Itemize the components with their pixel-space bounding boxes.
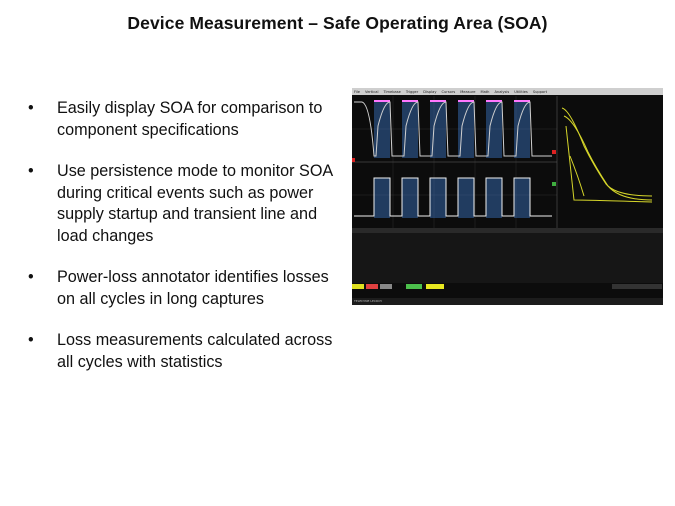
menu-item-utilities[interactable]: Utilities xyxy=(514,89,528,94)
bullet-item xyxy=(28,98,338,141)
bullet-list xyxy=(28,98,338,393)
menu-item-display[interactable]: Display xyxy=(423,89,437,94)
trigger-marker xyxy=(552,150,556,154)
brand-label: TELEDYNE LECROY xyxy=(354,299,383,303)
menu-item-cursors[interactable]: Cursors xyxy=(441,89,456,94)
bullet-dot: • xyxy=(28,268,34,286)
bullet-text: Easily display SOA for comparison to component specifications xyxy=(57,99,323,139)
oscilloscope-screenshot xyxy=(352,88,663,305)
bullet-text: Use persistence mode to monitor SOA during critical events such as power supply startup and transient line and load changes xyxy=(57,162,333,245)
bullet-item xyxy=(28,330,338,373)
bullet-text: Loss measurements calculated across all cycles with statistics xyxy=(57,331,333,371)
lower-cycle-overlays xyxy=(374,178,530,218)
channel-chip-gray[interactable] xyxy=(380,284,392,289)
channel-chip-yellow[interactable] xyxy=(352,284,364,289)
soa-xy-plot xyxy=(562,108,652,202)
waveform-display xyxy=(352,96,663,228)
menu-item-file[interactable]: File xyxy=(354,89,361,94)
bullet-item xyxy=(28,161,338,247)
measurement-table xyxy=(352,228,663,283)
menu-item-timebase[interactable]: Timebase xyxy=(383,89,401,94)
channel-chip-green[interactable] xyxy=(406,284,422,289)
bullet-item xyxy=(28,267,338,310)
status-bar xyxy=(352,298,663,305)
upper-overlay-markers xyxy=(374,100,530,102)
channel-chip-red[interactable] xyxy=(366,284,378,289)
math-chip[interactable] xyxy=(426,284,444,289)
measurement-table-header xyxy=(352,228,663,233)
channel-marker-upper xyxy=(352,158,355,162)
menu-item-math[interactable]: Math xyxy=(480,89,490,94)
channel-marker-lower xyxy=(552,182,556,186)
timebase-descriptor[interactable] xyxy=(612,284,662,289)
bullet-dot: • xyxy=(28,162,34,180)
scope-menu-bar xyxy=(352,88,663,95)
bullet-dot: • xyxy=(28,331,34,349)
menu-item-support[interactable]: Support xyxy=(532,89,548,94)
menu-item-trigger[interactable]: Trigger xyxy=(405,89,419,94)
channel-descriptors xyxy=(352,284,663,298)
menu-item-analysis[interactable]: Analysis xyxy=(494,89,510,94)
bullet-text: Power-loss annotator identifies losses on all cycles in long captures xyxy=(57,268,329,308)
slide-title: Device Measurement – Safe Operating Area (SOA) xyxy=(127,13,548,33)
menu-item-measure[interactable]: Measure xyxy=(460,89,476,94)
menu-item-vertical[interactable]: Vertical xyxy=(365,89,379,94)
bullet-dot: • xyxy=(28,99,34,117)
